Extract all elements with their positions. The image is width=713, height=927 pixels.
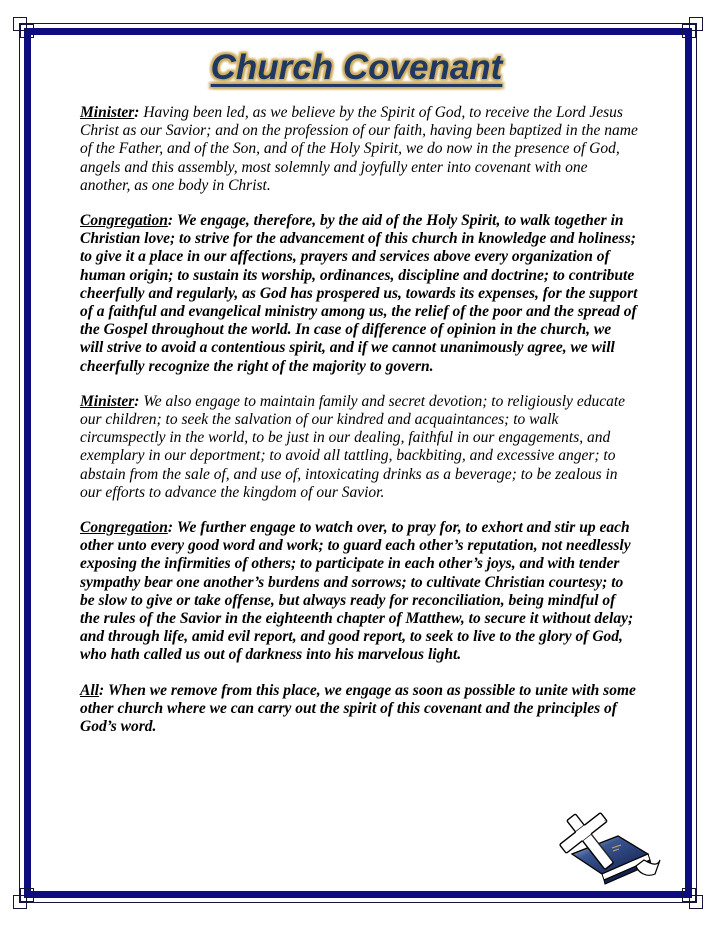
paragraph-text: Having been led, as we believe by the Spirit of God, to receive the Lord Jesus Christ as our Savior; and on the profession of our faith, having been baptized in the name of the Father, and of the Son, and of the Holy Spirit, we do now in the presence of God, angels and this assembly, most solemnly and joyfully enter into covenant with one another, as one body in Christ.: [80, 104, 638, 194]
paragraph-text: We engage, therefore, by the aid of the Holy Spirit, to walk together in Christian love; to strive for the advancement of this church in knowledge and holiness; to give it a place in our affections, prayers and services above every organization of human origin; to sustain its worship, ordinances, discipline and doctrine; to contribute cheerfully and regularly, as God has prospered us, towards its expenses, for the support of a faithful and evangelical ministry among us, the relief of the poor and the spread of the Gospel throughout the world. In case of difference of opinion in the church, we will strive to avoid a contentious spirit, and if we cannot unanimously agree, we will cheerfully recognize the right of the majority to govern.: [80, 212, 638, 375]
page-title: Church Covenant: [210, 48, 503, 87]
paragraph-text: When we remove from this place, we engage as soon as possible to unite with some other church where we can carry out the spirit of this covenant and the principles of God’s word.: [80, 681, 636, 736]
covenant-paragraph-congregation-2: [80, 519, 638, 665]
speaker-label: Congregation: [80, 519, 168, 537]
covenant-paragraph-all: [80, 682, 638, 737]
covenant-paragraph-minister-2: [80, 393, 638, 502]
speaker-label: Minister: [80, 392, 135, 410]
speaker-colon: :: [98, 681, 105, 699]
covenant-body: [80, 104, 638, 753]
speaker-colon: :: [167, 519, 174, 537]
bible-cross-clipart-svg: [550, 808, 662, 896]
border-corner-square: [682, 888, 696, 902]
speaker-label: Minister: [80, 104, 135, 121]
paragraph-text: We further engage to watch over, to pray for, to exhort and stir up each other unto every good word and work; to guard each other’s reputation, not needlessly exposing the infirmities of others; to participate in each other’s joys, and with tender sympathy bear one another’s burdens and sorrows; to cultivate Christian courtesy; to be slow to give or take offense, but always ready for reconciliation, being mindful of the rules of the Savior in the eighteenth chapter of Matthew, to secure it without delay; and through life, amid evil report, and good report, to seek to live to the glory of God, who hath called us out of darkness into his marvelous light.: [80, 519, 634, 664]
bible-cross-icon: [550, 808, 662, 896]
speaker-label: Congregation: [80, 212, 168, 230]
covenant-paragraph-congregation-1: [80, 212, 638, 376]
speaker-label: All: [80, 681, 99, 699]
speaker-colon: :: [134, 104, 140, 121]
title-area: [0, 48, 713, 88]
speaker-colon: :: [134, 392, 140, 410]
border-corner-square: [682, 24, 696, 38]
border-corner-square: [20, 24, 34, 38]
speaker-colon: :: [167, 212, 174, 230]
border-corner-square: [20, 888, 34, 902]
paragraph-text: We also engage to maintain family and secret devotion; to religiously educate our children; to seek the salvation of our kindred and acquaintances; to walk circumspectly in the world, to be just in our dealing, faithful in our engagements, and exemplary in our deportment; to avoid all tattling, backbiting, and excessive anger; to abstain from the sale of, and use of, intoxicating drinks as a beverage; to be zealous in our efforts to advance the kingdom of our Savior.: [80, 392, 626, 501]
covenant-paragraph-minister-1: [80, 104, 638, 195]
